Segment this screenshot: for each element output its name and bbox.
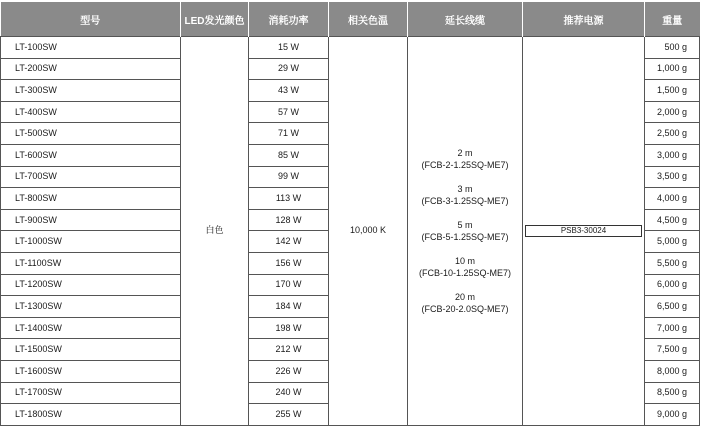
cell-weight: 5,000 g — [645, 231, 700, 253]
cable-code: (FCB-2-1.25SQ-ME7) — [421, 159, 509, 170]
cable-option — [408, 147, 522, 171]
cell-model: LT-200SW — [1, 58, 181, 80]
header-power-supply: 推荐电源 — [523, 2, 645, 37]
cable-code: (FCB-20-2.0SQ-ME7) — [421, 303, 509, 314]
cell-power: 240 W — [249, 382, 329, 404]
header-power: 消耗功率 — [249, 2, 329, 37]
cell-power: 128 W — [249, 209, 329, 231]
cell-weight: 2,500 g — [645, 123, 700, 145]
cell-weight: 3,000 g — [645, 144, 700, 166]
cell-power: 184 W — [249, 296, 329, 318]
cable-option — [408, 255, 522, 279]
header-extension-cable: 延长线缆 — [408, 2, 523, 37]
cable-code: (FCB-10-1.25SQ-ME7) — [418, 267, 512, 278]
cell-weight: 5,500 g — [645, 252, 700, 274]
cable-length: 10 m — [454, 255, 475, 266]
cell-weight: 4,000 g — [645, 188, 700, 210]
cell-power: 212 W — [249, 339, 329, 361]
cell-weight: 8,000 g — [645, 360, 700, 382]
cell-extension-cables — [408, 37, 523, 426]
cell-weight: 4,500 g — [645, 209, 700, 231]
cell-weight: 7,000 g — [645, 317, 700, 339]
cell-model: LT-900SW — [1, 209, 181, 231]
cell-weight: 6,500 g — [645, 296, 700, 318]
cell-weight: 1,000 g — [645, 58, 700, 80]
cell-model: LT-600SW — [1, 144, 181, 166]
cell-power: 29 W — [249, 58, 329, 80]
spec-table — [0, 2, 700, 426]
cell-weight: 8,500 g — [645, 382, 700, 404]
header-weight: 重量 — [645, 2, 700, 37]
cell-model: LT-100SW — [1, 37, 181, 59]
cell-model: LT-1100SW — [1, 252, 181, 274]
header-model: 型号 — [1, 2, 181, 37]
cable-length: 20 m — [454, 291, 475, 302]
cable-option — [408, 291, 522, 315]
cable-option — [408, 183, 522, 207]
cell-power: 170 W — [249, 274, 329, 296]
cable-code: (FCB-5-1.25SQ-ME7) — [421, 231, 509, 242]
cell-weight: 2,000 g — [645, 101, 700, 123]
cell-model: LT-800SW — [1, 188, 181, 210]
cell-model: LT-1800SW — [1, 404, 181, 426]
cell-weight: 7,500 g — [645, 339, 700, 361]
cell-power: 85 W — [249, 144, 329, 166]
cell-model: LT-300SW — [1, 80, 181, 102]
table-body — [1, 37, 700, 426]
cell-weight: 1,500 g — [645, 80, 700, 102]
header-color-temp: 相关色温 — [329, 2, 408, 37]
cell-model: LT-1700SW — [1, 382, 181, 404]
cell-power: 43 W — [249, 80, 329, 102]
cell-color-temp: 10,000 K — [329, 37, 408, 426]
cable-length: 5 m — [457, 219, 473, 230]
cell-weight: 9,000 g — [645, 404, 700, 426]
cell-weight: 500 g — [645, 37, 700, 59]
cable-option — [408, 219, 522, 243]
cell-model: LT-400SW — [1, 101, 181, 123]
table-row — [1, 37, 700, 59]
cell-led-color: 白色 — [181, 37, 249, 426]
cell-model: LT-1300SW — [1, 296, 181, 318]
cell-power: 142 W — [249, 231, 329, 253]
header-led-color: LED发光颜色 — [181, 2, 249, 37]
header-row — [1, 2, 700, 37]
cell-power: 198 W — [249, 317, 329, 339]
cell-model: LT-700SW — [1, 166, 181, 188]
cell-model: LT-500SW — [1, 123, 181, 145]
cell-power: 57 W — [249, 101, 329, 123]
cell-power: 15 W — [249, 37, 329, 59]
cell-weight: 6,000 g — [645, 274, 700, 296]
cable-length: 2 m — [457, 147, 473, 158]
cell-model: LT-1500SW — [1, 339, 181, 361]
cell-power: 156 W — [249, 252, 329, 274]
cell-model: LT-1000SW — [1, 231, 181, 253]
cell-model: LT-1600SW — [1, 360, 181, 382]
cable-length: 3 m — [457, 183, 473, 194]
cell-power: 71 W — [249, 123, 329, 145]
cell-power: 113 W — [249, 188, 329, 210]
power-supply-label: PSB3-30024 — [525, 225, 642, 237]
cell-power: 255 W — [249, 404, 329, 426]
cable-code: (FCB-3-1.25SQ-ME7) — [421, 195, 509, 206]
cell-weight: 3,500 g — [645, 166, 700, 188]
cell-model: LT-1400SW — [1, 317, 181, 339]
cell-power: 226 W — [249, 360, 329, 382]
cell-power-supply — [523, 37, 645, 426]
cell-power: 99 W — [249, 166, 329, 188]
cell-model: LT-1200SW — [1, 274, 181, 296]
